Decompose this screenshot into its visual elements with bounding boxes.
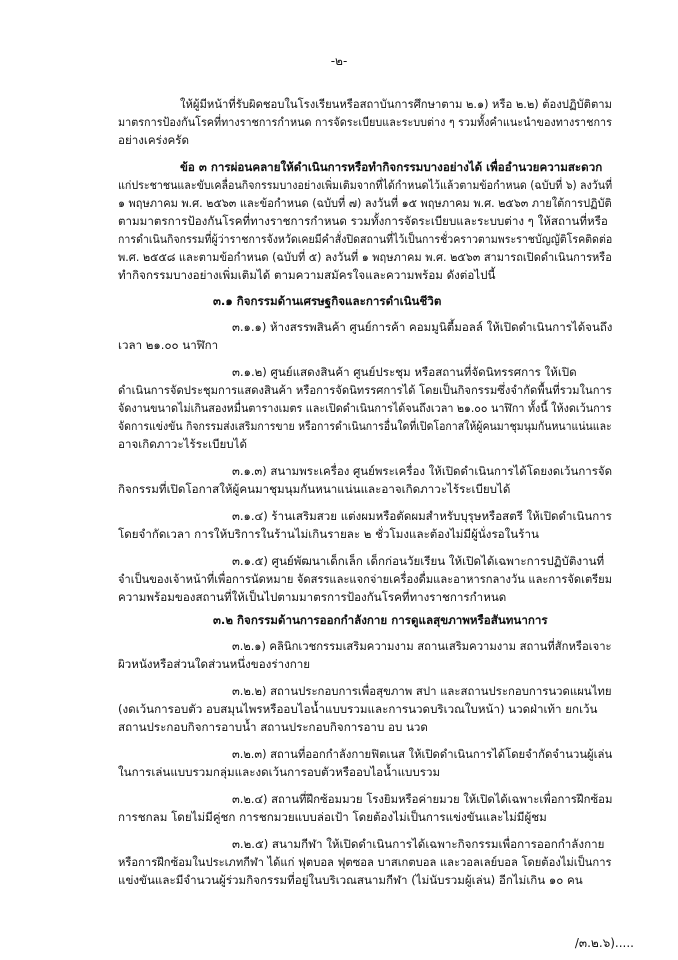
text-line: ความพร้อมของสถานที่ให้เป็นไปตามมาตรการป้องกันโรคที่ทางราชการกำหนด <box>118 590 507 604</box>
text-line: (งดเว้นการอบตัว อบสมุนไพรหรืออบไอน้ำแบบรวมและการนวดบริเวณใบหน้า) นวดฝ่าเท้า ยกเว้น <box>118 702 598 716</box>
text-line: ดำเนินการจัดประชุมการแสดงสินค้า หรือการจัดนิทรรศการได้ โดยเป็นกิจกรรมซึ่งจำกัดพื้นที่รวมในการ <box>118 383 612 397</box>
text-line: พ.ศ. ๒๕๕๘ และตามข้อกำหนด (ฉบับที่ ๕) ลงวันที่ ๑ พฤษภาคม พ.ศ. ๒๕๖๓ สามารถเปิดดำเนินการหรือ <box>118 250 612 264</box>
text-line: ๓.๒.๓) สถานที่ออกกำลังกายฟิตเนส ให้เปิดดำเนินการได้โดยจำกัดจำนวนผู้เล่น <box>232 747 613 761</box>
text-line: ๓.๑.๑) ห้างสรรพสินค้า ศูนย์การค้า คอมมูนิตี้มอลล์ ให้เปิดดำเนินการได้จนถึง <box>232 320 613 334</box>
text-line: ๓.๒.๔) สถานที่ฝึกซ้อมมวย โรงยิมหรือค่ายมวย ให้เปิดได้เฉพาะเพื่อการฝึกซ้อม <box>232 792 613 806</box>
text-line: ทำกิจกรรมบางอย่างเพิ่มเติมได้ ตามความสมัครใจและความพร้อม ดังต่อไปนี้ <box>118 268 496 282</box>
text-line: ๑ พฤษภาคม พ.ศ. ๒๕๖๓ และข้อกำหนด (ฉบับที่ ๗) ลงวันที่ ๑๕ พฤษภาคม พ.ศ. ๒๕๖๓ ภายใต้การปฏิบัติ <box>118 196 612 210</box>
text-line: ในการเล่นแบบรวมกลุ่มและงดเว้นการอบตัวหรืออบไอน้ำแบบรวม <box>118 765 441 779</box>
text-line: มาตรการป้องกันโรคที่ทางราชการกำหนด การจัดระเบียบและระบบต่าง ๆ รวมทั้งคำแนะนำของทางราชการ <box>118 115 612 129</box>
text-line: ๓.๑.๕) ศูนย์พัฒนาเด็กเล็ก เด็กก่อนวัยเรียน ให้เปิดได้เฉพาะการปฏิบัติงานที่ <box>232 554 605 568</box>
text-line: ตามมาตรการป้องกันโรคที่ทางราชการกำหนด รวมทั้งการจัดระเบียบและระบบต่าง ๆ ให้สถานที่หรือ <box>118 214 608 228</box>
text-line: จัดการแข่งขัน กิจกรรมส่งเสริมการขาย หรือการดำเนินการอื่นใดที่เปิดโอกาสให้ผู้คนมาชุมนุมกันหนาแน่นและ <box>118 419 612 433</box>
text-line: ๓.๑.๔) ร้านเสริมสวย แต่งผมหรือตัดผมสำหรับบุรุษหรือสตรี ให้เปิดดำเนินการ <box>232 509 612 523</box>
text-line: อย่างเคร่งครัด <box>118 133 190 147</box>
text-line: โดยจำกัดเวลา การให้บริการในร้านไม่เกินรายละ ๒ ชั่วโมงและต้องไม่มีผู้นั่งรอในร้าน <box>118 527 539 541</box>
text-line: ๓.๑.๒) ศูนย์แสดงสินค้า ศูนย์ประชุม หรือสถานที่จัดนิทรรศการ ให้เปิด <box>232 365 577 379</box>
section-heading: ๓.๑ กิจกรรมด้านเศรษฐกิจและการดำเนินชีวิต <box>213 294 442 308</box>
text-line: แก่ประชาชนและขับเคลื่อนกิจกรรมบางอย่างเพิ่มเติมจากที่ได้กำหนดไว้แล้วตามข้อกำหนด (ฉบับที่ ๖) ลงวันที่ <box>118 178 613 192</box>
text-line: ๓.๒.๒) สถานประกอบการเพื่อสุขภาพ สปา และสถานประกอบการนวดแผนไทย <box>232 684 612 698</box>
text-line: ๓.๑.๓) สนามพระเครื่อง ศูนย์พระเครื่อง ให้เปิดดำเนินการได้โดยงดเว้นการจัด <box>232 464 613 478</box>
text-line: ผิวหนังหรือส่วนใดส่วนหนึ่งของร่างกาย <box>118 657 311 671</box>
text-line: ๓.๒.๕) สนามกีฬา ให้เปิดดำเนินการได้เฉพาะกิจกรรมเพื่อการออกกำลังกาย <box>232 837 605 851</box>
page-number: -๒- <box>330 54 348 68</box>
text-line: สถานประกอบกิจการอาบน้ำ สถานประกอบกิจการอาบ อบ นวด <box>118 720 428 734</box>
text-line: จำเป็นของเจ้าหน้าที่เพื่อการนัดหมาย จัดสรรและแจกจ่ายเครื่องดื่มและอาหารกลางวัน และการจัดเตรียม <box>118 572 613 586</box>
text-line: กิจกรรมที่เปิดโอกาสให้ผู้คนมาชุมนุมกันหนาแน่นและอาจเกิดภาวะไร้ระเบียบได้ <box>118 482 511 496</box>
text-line: จัดงานขนาดไม่เกินสองหมื่นตารางเมตร และเปิดดำเนินการได้จนถึงเวลา ๒๑.๐๐ นาฬิกา ทั้งนี้ ให้งดเว้นการ <box>118 401 612 415</box>
continuation-marker: /๓.๒.๖)..... <box>574 936 634 950</box>
text-line: การดำเนินกิจกรรมที่ผู้ว่าราชการจังหวัดเคยมีคำสั่งปิดสถานที่ไว้เป็นการชั่วคราวตามพระราชบัญญัติโรคติดต่อ <box>118 232 613 246</box>
text-line: แข่งขันและมีจำนวนผู้ร่วมกิจกรรมที่อยู่ในบริเวณสนามกีฬา (ไม่นับรวมผู้เล่น) อีกไม่เกิน ๑๐ คน <box>118 873 583 887</box>
text-line: อาจเกิดภาวะไร้ระเบียบได้ <box>118 437 248 451</box>
text-line: ให้ผู้มีหน้าที่รับผิดชอบในโรงเรียนหรือสถาบันการศึกษาตาม ๒.๑) หรือ ๒.๒) ต้องปฏิบัติตาม <box>180 97 613 111</box>
text-line: เวลา ๒๑.๐๐ นาฬิกา <box>118 338 219 352</box>
text-line: การชกลม โดยไม่มีคู่ชก การชกมวยแบบล่อเป้า โดยต้องไม่เป็นการแข่งขันและไม่มีผู้ชม <box>118 810 547 824</box>
clause-heading: ข้อ ๓ การผ่อนคลายให้ดำเนินการหรือทำกิจกรรมบางอย่างได้ เพื่ออำนวยความสะดวก <box>180 160 603 174</box>
section-heading: ๓.๒ กิจกรรมด้านการออกกำลังกาย การดูแลสุขภาพหรือสันทนาการ <box>213 613 548 627</box>
text-line: ๓.๒.๑) คลินิกเวชกรรมเสริมความงาม สถานเสริมความงาม สถานที่สักหรือเจาะ <box>232 639 612 653</box>
text-line: หรือการฝึกซ้อมในประเภทกีฬา ได้แก่ ฟุตบอล ฟุตซอล บาสเกตบอล และวอลเลย์บอล โดยต้องไม่เป็นการ <box>118 855 612 869</box>
